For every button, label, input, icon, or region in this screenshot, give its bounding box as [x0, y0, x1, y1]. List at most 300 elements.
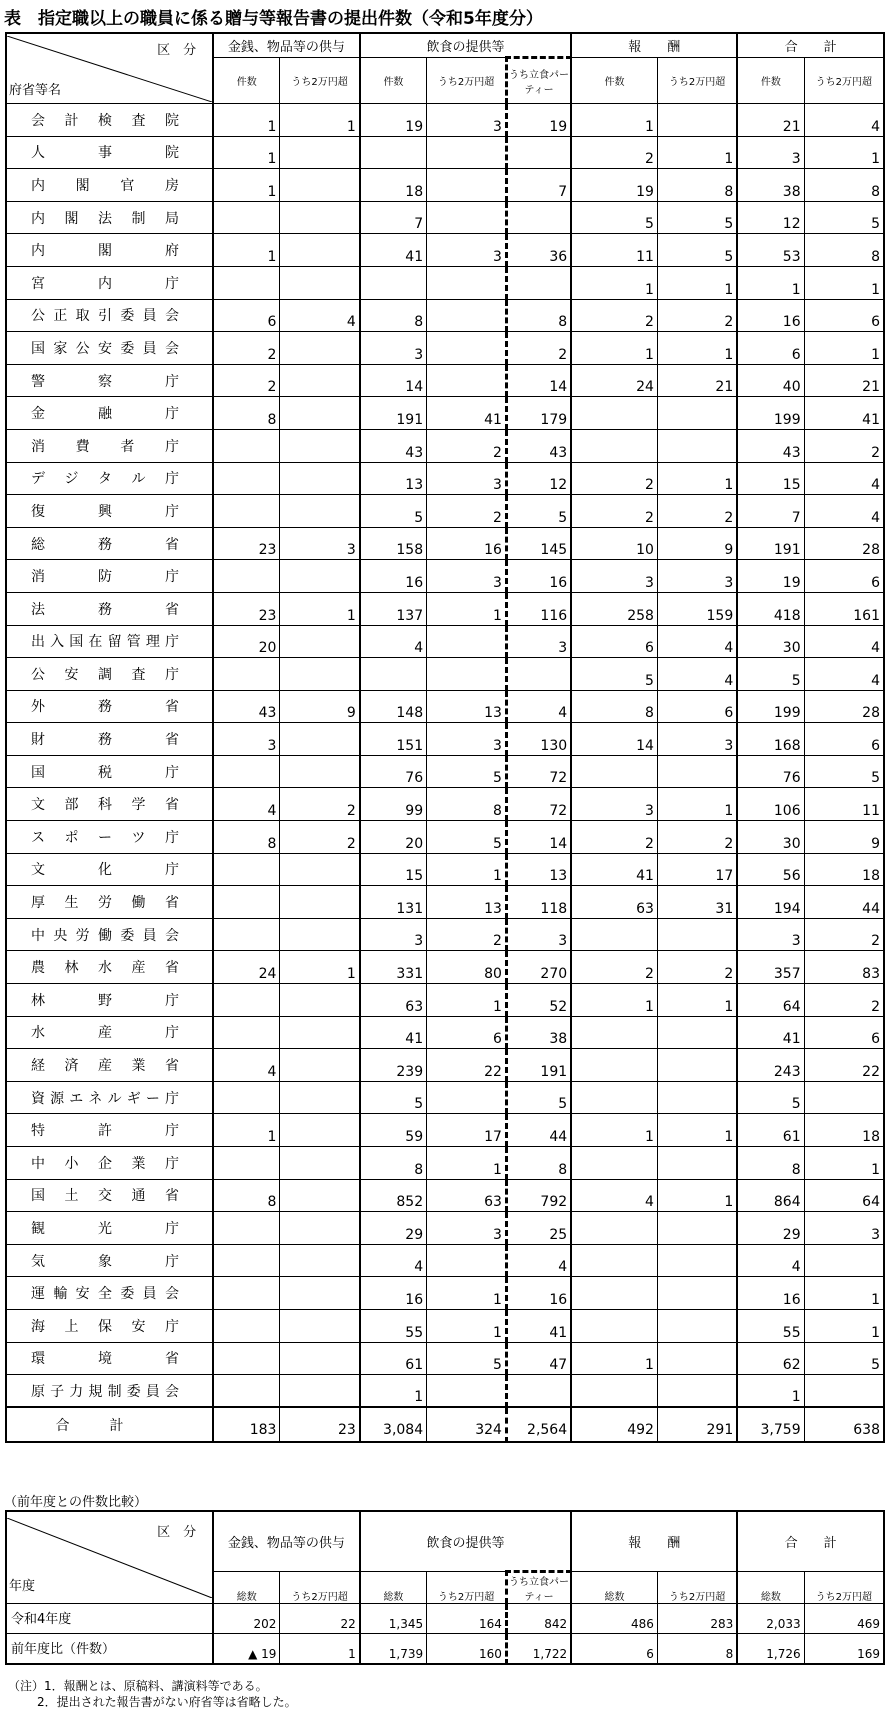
ministry-name-text: 原 子 力 規 制 委 員 会	[31, 1383, 179, 1400]
value-cell	[280, 918, 360, 951]
value-cell	[571, 1081, 657, 1114]
value-cell: 3,084	[360, 1407, 427, 1442]
table-row	[6, 429, 884, 462]
value-cell: 28	[804, 690, 884, 723]
ministry-name-text: デ ジ タ ル 庁	[31, 471, 179, 488]
value-cell: 2	[804, 984, 884, 1017]
ministry-name-text: 内 閣 官 房	[31, 177, 179, 194]
ministry-name-cell	[6, 169, 213, 202]
comparison-table	[5, 1510, 885, 1665]
ministry-name-text: 中 小 企 業 庁	[31, 1155, 179, 1172]
value-cell: 56	[737, 853, 804, 886]
value-cell: 1	[280, 951, 360, 984]
table-row	[6, 918, 884, 951]
value-cell: 183	[213, 1407, 280, 1442]
value-cell: 1	[571, 332, 657, 365]
year-name-cell: 令和4年度	[6, 1604, 213, 1634]
value-cell: 8	[506, 299, 571, 332]
table-row	[6, 984, 884, 1017]
table-row	[6, 104, 884, 137]
value-cell: 1	[213, 104, 280, 137]
table-row	[6, 1342, 884, 1375]
value-cell: 8	[360, 1147, 427, 1180]
value-cell: 1	[213, 136, 280, 169]
value-cell: 5	[571, 201, 657, 234]
value-cell: 6	[804, 723, 884, 756]
value-cell	[280, 1179, 360, 1212]
value-cell	[280, 397, 360, 430]
value-cell	[280, 1114, 360, 1147]
value-cell: 5	[657, 201, 737, 234]
value-cell	[427, 266, 507, 299]
ministry-name-text: 人 事 院	[31, 145, 179, 162]
value-cell: 418	[737, 592, 804, 625]
value-cell	[213, 918, 280, 951]
ministry-name-text: 厚 生 労 働 省	[31, 895, 179, 912]
table-row	[6, 1212, 884, 1245]
table-row	[6, 755, 884, 788]
ministry-name-cell	[6, 429, 213, 462]
value-cell	[280, 1049, 360, 1082]
value-cell	[427, 299, 507, 332]
value-cell: 199	[737, 397, 804, 430]
value-cell: 4	[657, 658, 737, 691]
group-header-food: 飲食の提供等	[360, 1511, 571, 1572]
value-cell: 2	[571, 136, 657, 169]
value-cell	[280, 625, 360, 658]
value-cell: 24	[571, 364, 657, 397]
value-cell: 36	[506, 234, 571, 267]
value-cell: 3	[737, 918, 804, 951]
subheader-cell: 総数	[571, 1572, 657, 1604]
value-cell	[571, 1049, 657, 1082]
value-cell: 23	[213, 527, 280, 560]
value-cell	[804, 1244, 884, 1277]
ministry-name-text: 環 境 省	[31, 1351, 179, 1368]
ministry-name-text: 金 融 庁	[31, 406, 179, 423]
subheader-cell: うち2万円超	[280, 1572, 360, 1604]
value-cell	[280, 658, 360, 691]
table-row	[6, 1114, 884, 1147]
value-cell: 72	[506, 755, 571, 788]
subheader-cell: うち2万円超	[804, 58, 884, 104]
value-cell: 1	[571, 104, 657, 137]
subheader-cell: うち2万円超	[427, 1572, 507, 1604]
value-cell: 43	[213, 690, 280, 723]
corner-label-year: 年度	[9, 1578, 36, 1594]
value-cell: 9	[280, 690, 360, 723]
value-cell: 4	[804, 625, 884, 658]
value-cell: 4	[804, 495, 884, 528]
table-row	[6, 1634, 884, 1664]
value-cell	[213, 429, 280, 462]
value-cell: 169	[804, 1634, 884, 1664]
value-cell	[427, 364, 507, 397]
value-cell	[657, 104, 737, 137]
value-cell	[280, 1342, 360, 1375]
ministry-name-cell	[6, 918, 213, 951]
value-cell: 9	[804, 821, 884, 854]
value-cell: 151	[360, 723, 427, 756]
value-cell: 12	[737, 201, 804, 234]
ministry-name-cell	[6, 136, 213, 169]
value-cell	[657, 1277, 737, 1310]
value-cell: 2	[213, 364, 280, 397]
value-cell: 76	[737, 755, 804, 788]
value-cell: 3	[360, 918, 427, 951]
table-row	[6, 234, 884, 267]
value-cell: 6	[804, 299, 884, 332]
value-cell	[213, 658, 280, 691]
value-cell: 24	[213, 951, 280, 984]
value-cell: 8	[804, 169, 884, 202]
subheader-cell: うち立食パーティー	[506, 58, 571, 104]
value-cell: 4	[360, 1244, 427, 1277]
value-cell: 5	[804, 755, 884, 788]
table-row	[6, 266, 884, 299]
value-cell: 61	[737, 1114, 804, 1147]
ministry-name-cell	[6, 1277, 213, 1310]
value-cell: 1,739	[360, 1634, 427, 1664]
value-cell: 4	[213, 788, 280, 821]
value-cell: 6	[427, 1016, 507, 1049]
value-cell: 7	[737, 495, 804, 528]
value-cell: 72	[506, 788, 571, 821]
value-cell: 16	[737, 1277, 804, 1310]
value-cell	[571, 429, 657, 462]
value-cell: 11	[571, 234, 657, 267]
value-cell: 44	[804, 886, 884, 919]
table-row	[6, 1375, 884, 1408]
value-cell: 22	[280, 1604, 360, 1634]
value-cell	[280, 1212, 360, 1245]
value-cell: 21	[737, 104, 804, 137]
value-cell: 83	[804, 951, 884, 984]
value-cell: 118	[506, 886, 571, 919]
ministry-name-text: 国 税 庁	[31, 764, 179, 781]
value-cell: 1	[427, 1309, 507, 1342]
value-cell: 16	[737, 299, 804, 332]
value-cell: 1	[657, 266, 737, 299]
table-row	[6, 625, 884, 658]
table-row	[6, 560, 884, 593]
ministry-name-text: 文 部 科 学 省	[31, 797, 179, 814]
value-cell: 59	[360, 1114, 427, 1147]
value-cell: 1	[213, 234, 280, 267]
table-corner-cell	[6, 33, 213, 104]
subheader-cell: 件数	[213, 58, 280, 104]
ministry-name-cell	[6, 299, 213, 332]
value-cell: 14	[506, 821, 571, 854]
value-cell: 1	[427, 984, 507, 1017]
value-cell: 21	[657, 364, 737, 397]
ministry-name-text: 内 閣 法 制 局	[31, 210, 179, 227]
value-cell: 5	[427, 755, 507, 788]
value-cell: 13	[427, 690, 507, 723]
value-cell: 1	[571, 266, 657, 299]
ministry-name-cell	[6, 1309, 213, 1342]
table-row	[6, 1081, 884, 1114]
value-cell: 324	[427, 1407, 507, 1442]
value-cell: 52	[506, 984, 571, 1017]
value-cell	[427, 1375, 507, 1408]
table-row	[6, 397, 884, 430]
value-cell: 53	[737, 234, 804, 267]
value-cell	[427, 658, 507, 691]
value-cell	[571, 1309, 657, 1342]
value-cell: 131	[360, 886, 427, 919]
value-cell	[657, 429, 737, 462]
value-cell	[657, 1212, 737, 1245]
value-cell	[213, 1342, 280, 1375]
value-cell: 1,726	[737, 1634, 804, 1664]
value-cell: 842	[506, 1604, 571, 1634]
value-cell	[427, 332, 507, 365]
value-cell: 243	[737, 1049, 804, 1082]
ministry-name-text: 海 上 保 安 庁	[31, 1318, 179, 1335]
value-cell: 4	[657, 625, 737, 658]
subheader-cell: 件数	[360, 58, 427, 104]
value-cell: 5	[506, 495, 571, 528]
ministry-name-cell	[6, 886, 213, 919]
value-cell	[360, 658, 427, 691]
subheader-cell: 総数	[737, 1572, 804, 1604]
value-cell	[657, 1342, 737, 1375]
ministry-name-cell	[6, 332, 213, 365]
value-cell: 23	[280, 1407, 360, 1442]
value-cell: 8	[427, 788, 507, 821]
value-cell: 15	[737, 462, 804, 495]
page-title: 表 指定職以上の職員に係る贈与等報告書の提出件数（令和5年度分）	[4, 9, 543, 29]
value-cell: 5	[737, 1081, 804, 1114]
value-cell: 1	[657, 788, 737, 821]
value-cell: 331	[360, 951, 427, 984]
value-cell: 792	[506, 1179, 571, 1212]
value-cell: 2	[427, 918, 507, 951]
table-row	[6, 1604, 884, 1634]
value-cell	[213, 1147, 280, 1180]
value-cell: 2,033	[737, 1604, 804, 1634]
value-cell: 2	[657, 951, 737, 984]
table-row	[6, 1277, 884, 1310]
ministry-name-cell	[6, 495, 213, 528]
ministry-name-text: 法 務 省	[31, 601, 179, 618]
value-cell	[213, 462, 280, 495]
value-cell	[213, 755, 280, 788]
value-cell: 2	[571, 951, 657, 984]
table-row	[6, 299, 884, 332]
value-cell: 4	[804, 104, 884, 137]
value-cell: 1	[571, 1114, 657, 1147]
value-cell: 1	[571, 984, 657, 1017]
value-cell	[657, 1375, 737, 1408]
value-cell: 1	[280, 104, 360, 137]
value-cell	[213, 266, 280, 299]
value-cell: 283	[657, 1604, 737, 1634]
table-row	[6, 136, 884, 169]
table-row	[6, 1016, 884, 1049]
value-cell: 2	[571, 462, 657, 495]
value-cell	[571, 1016, 657, 1049]
value-cell: 191	[737, 527, 804, 560]
table-row	[6, 332, 884, 365]
value-cell: 2	[804, 918, 884, 951]
value-cell	[804, 1081, 884, 1114]
value-cell	[427, 201, 507, 234]
value-cell: 6	[657, 690, 737, 723]
ministry-name-text: 林 野 庁	[31, 992, 179, 1009]
value-cell: 16	[506, 560, 571, 593]
footnotes	[8, 1678, 297, 1710]
value-cell: 168	[737, 723, 804, 756]
value-cell	[657, 1244, 737, 1277]
table-row	[6, 853, 884, 886]
value-cell: 1	[427, 1277, 507, 1310]
value-cell: 2	[657, 821, 737, 854]
value-cell: 7	[360, 201, 427, 234]
ministry-name-text: 中 央 労 働 委 員 会	[31, 927, 179, 944]
value-cell: 17	[657, 853, 737, 886]
value-cell: 8	[506, 1147, 571, 1180]
value-cell: 4	[571, 1179, 657, 1212]
value-cell: 5	[360, 495, 427, 528]
ministry-name-text: 観 光 庁	[31, 1220, 179, 1237]
subheader-cell: うち2万円超	[280, 58, 360, 104]
value-cell: 1	[427, 1147, 507, 1180]
ministry-name-cell	[6, 658, 213, 691]
value-cell: 30	[737, 821, 804, 854]
value-cell: 3	[657, 723, 737, 756]
ministry-name-cell	[6, 821, 213, 854]
value-cell: 3	[427, 104, 507, 137]
value-cell	[427, 136, 507, 169]
value-cell: 4	[360, 625, 427, 658]
value-cell: 4	[213, 1049, 280, 1082]
value-cell: 2	[280, 821, 360, 854]
value-cell: 5	[427, 1342, 507, 1375]
value-cell: 3	[571, 560, 657, 593]
value-cell	[213, 1016, 280, 1049]
ministry-name-cell	[6, 1212, 213, 1245]
value-cell	[280, 234, 360, 267]
value-cell: 3	[506, 625, 571, 658]
value-cell: 20	[360, 821, 427, 854]
value-cell: 9	[657, 527, 737, 560]
ministry-name-cell	[6, 592, 213, 625]
value-cell	[427, 625, 507, 658]
value-cell: 11	[804, 788, 884, 821]
value-cell: 864	[737, 1179, 804, 1212]
ministry-name-text: 会 計 検 査 院	[31, 112, 179, 129]
value-cell: 18	[804, 1114, 884, 1147]
corner-label-category: 区 分	[157, 42, 197, 58]
value-cell	[280, 1081, 360, 1114]
value-cell	[571, 1212, 657, 1245]
main-table	[5, 32, 885, 1443]
value-cell	[506, 266, 571, 299]
value-cell: 2	[427, 429, 507, 462]
value-cell: 23	[213, 592, 280, 625]
value-cell: 3	[657, 560, 737, 593]
value-cell: 3	[427, 234, 507, 267]
value-cell: 15	[360, 853, 427, 886]
value-cell: 3	[427, 462, 507, 495]
footnote-1: （注）1．報酬とは、原稿料、講演料等である。	[8, 1679, 268, 1693]
value-cell: 164	[427, 1604, 507, 1634]
value-cell	[280, 429, 360, 462]
value-cell: 55	[360, 1309, 427, 1342]
value-cell: 8	[804, 234, 884, 267]
value-cell: 8	[657, 1634, 737, 1664]
value-cell: 6	[737, 332, 804, 365]
ministry-name-text: 警 察 庁	[31, 373, 179, 390]
ministry-name-cell	[6, 788, 213, 821]
ministry-name-cell	[6, 104, 213, 137]
value-cell	[213, 984, 280, 1017]
value-cell: 3	[360, 332, 427, 365]
value-cell: 160	[427, 1634, 507, 1664]
table-row	[6, 495, 884, 528]
value-cell: 1	[737, 266, 804, 299]
value-cell	[280, 560, 360, 593]
value-cell: 145	[506, 527, 571, 560]
value-cell: 41	[427, 397, 507, 430]
value-cell	[571, 1244, 657, 1277]
value-cell: 1	[213, 1114, 280, 1147]
value-cell: 41	[360, 1016, 427, 1049]
value-cell: 3	[213, 723, 280, 756]
table-row	[6, 1147, 884, 1180]
value-cell: 148	[360, 690, 427, 723]
value-cell: 16	[427, 527, 507, 560]
value-cell: 638	[804, 1407, 884, 1442]
ministry-name-cell	[6, 853, 213, 886]
ministry-name-text: 水 産 庁	[31, 1025, 179, 1042]
value-cell: 492	[571, 1407, 657, 1442]
value-cell: 41	[571, 853, 657, 886]
value-cell: 40	[737, 364, 804, 397]
value-cell: 14	[571, 723, 657, 756]
value-cell: 1	[804, 1309, 884, 1342]
value-cell: 13	[360, 462, 427, 495]
ministry-name-text: 財 務 省	[31, 732, 179, 749]
value-cell: 16	[506, 1277, 571, 1310]
value-cell: 357	[737, 951, 804, 984]
value-cell	[213, 1244, 280, 1277]
value-cell	[657, 918, 737, 951]
value-cell: 1	[657, 136, 737, 169]
value-cell	[213, 201, 280, 234]
subheader-cell: 件数	[571, 58, 657, 104]
total-label-cell: 合計	[6, 1407, 213, 1442]
ministry-name-cell	[6, 1342, 213, 1375]
value-cell: 1	[213, 169, 280, 202]
value-cell: 258	[571, 592, 657, 625]
value-cell	[213, 1375, 280, 1408]
value-cell	[427, 1081, 507, 1114]
value-cell	[280, 1309, 360, 1342]
value-cell	[280, 266, 360, 299]
value-cell: 19	[571, 169, 657, 202]
ministry-name-text: 資 源 エ ネ ル ギ ー 庁	[31, 1090, 179, 1107]
value-cell	[571, 1147, 657, 1180]
subheader-cell: 件数	[737, 58, 804, 104]
value-cell	[280, 1375, 360, 1408]
value-cell: 1,345	[360, 1604, 427, 1634]
value-cell: 1	[571, 1342, 657, 1375]
value-cell: 8	[657, 169, 737, 202]
ministry-name-cell	[6, 397, 213, 430]
